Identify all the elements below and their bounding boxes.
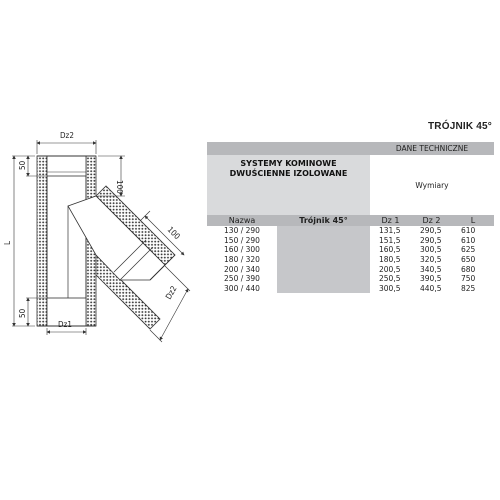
dim-label-l: L <box>3 240 12 245</box>
spec-rows <box>207 226 494 293</box>
dim-label-dz1: Dz1 <box>58 320 72 329</box>
row-dz1: 200,5 <box>379 264 401 274</box>
row-name: 150 / 290 <box>224 235 260 245</box>
row-dz1: 160,5 <box>379 245 401 255</box>
row-l: 750 <box>461 274 476 284</box>
row-l: 625 <box>461 245 476 255</box>
row-dz1: 131,5 <box>379 226 401 236</box>
row-l: 680 <box>461 264 476 274</box>
row-dz1: 300,5 <box>379 283 401 293</box>
table-row <box>207 245 494 255</box>
row-product-cell <box>277 255 370 265</box>
row-dz2: 300,5 <box>420 245 442 255</box>
row-dz2: 340,5 <box>420 264 442 274</box>
col-header-l: L <box>470 216 476 225</box>
table-row <box>207 236 494 246</box>
table-row <box>207 274 494 284</box>
header-band-left <box>207 142 370 155</box>
col-header-name: Nazwa <box>228 216 256 225</box>
row-l: 825 <box>461 283 476 293</box>
table-row <box>207 255 494 265</box>
row-name: 300 / 440 <box>224 283 260 293</box>
dimensions-label: Wymiary <box>415 180 449 190</box>
row-name: 160 / 300 <box>224 245 260 255</box>
row-product-cell <box>277 236 370 246</box>
dim-label-100-branch: 100 <box>165 225 182 242</box>
row-l: 610 <box>461 226 476 236</box>
row-name: 130 / 290 <box>224 226 260 236</box>
main-pipe <box>37 156 96 326</box>
technical-drawing <box>0 0 205 500</box>
row-l: 650 <box>461 255 476 265</box>
col-header-dz2: Dz 2 <box>422 216 441 225</box>
dim-label-dz2-top: Dz2 <box>60 131 74 140</box>
row-product-cell <box>277 226 370 236</box>
col-header-dz1: Dz 1 <box>381 216 400 225</box>
row-l: 610 <box>461 235 476 245</box>
row-product-cell <box>277 264 370 274</box>
row-name: 200 / 340 <box>224 264 260 274</box>
product-title: TRÓJNIK 45° <box>428 121 492 132</box>
dim-label-50-top: 50 <box>18 160 27 170</box>
row-product-cell <box>277 284 370 294</box>
row-dz2: 320,5 <box>420 255 442 265</box>
row-dz2: 390,5 <box>420 274 442 284</box>
dim-label-100-right: 100 <box>115 180 124 194</box>
row-dz1: 151,5 <box>379 235 401 245</box>
table-row <box>207 284 494 294</box>
row-name: 180 / 320 <box>224 255 260 265</box>
system-cell <box>207 155 370 215</box>
header-tech: DANE TECHNICZNE <box>370 142 494 155</box>
dim-label-50-bottom: 50 <box>18 308 27 318</box>
table-row <box>207 264 494 274</box>
row-dz2: 290,5 <box>420 235 442 245</box>
row-dz1: 250,5 <box>379 274 401 284</box>
row-name: 250 / 390 <box>224 274 260 284</box>
dim-label-dz2-branch: Dz2 <box>163 284 179 301</box>
row-product-cell <box>277 274 370 284</box>
specification-table <box>207 142 494 293</box>
row-dz2: 440,5 <box>420 283 442 293</box>
system-title-line2: DWUŚCIENNE IZOLOWANE <box>229 169 348 178</box>
col-header-product: Trójnik 45° <box>299 216 348 225</box>
table-row <box>207 226 494 236</box>
row-product-cell <box>277 245 370 255</box>
row-dz2: 290,5 <box>420 226 442 236</box>
row-dz1: 180,5 <box>379 255 401 265</box>
system-title-line1: SYSTEMY KOMINOWE <box>240 159 337 168</box>
